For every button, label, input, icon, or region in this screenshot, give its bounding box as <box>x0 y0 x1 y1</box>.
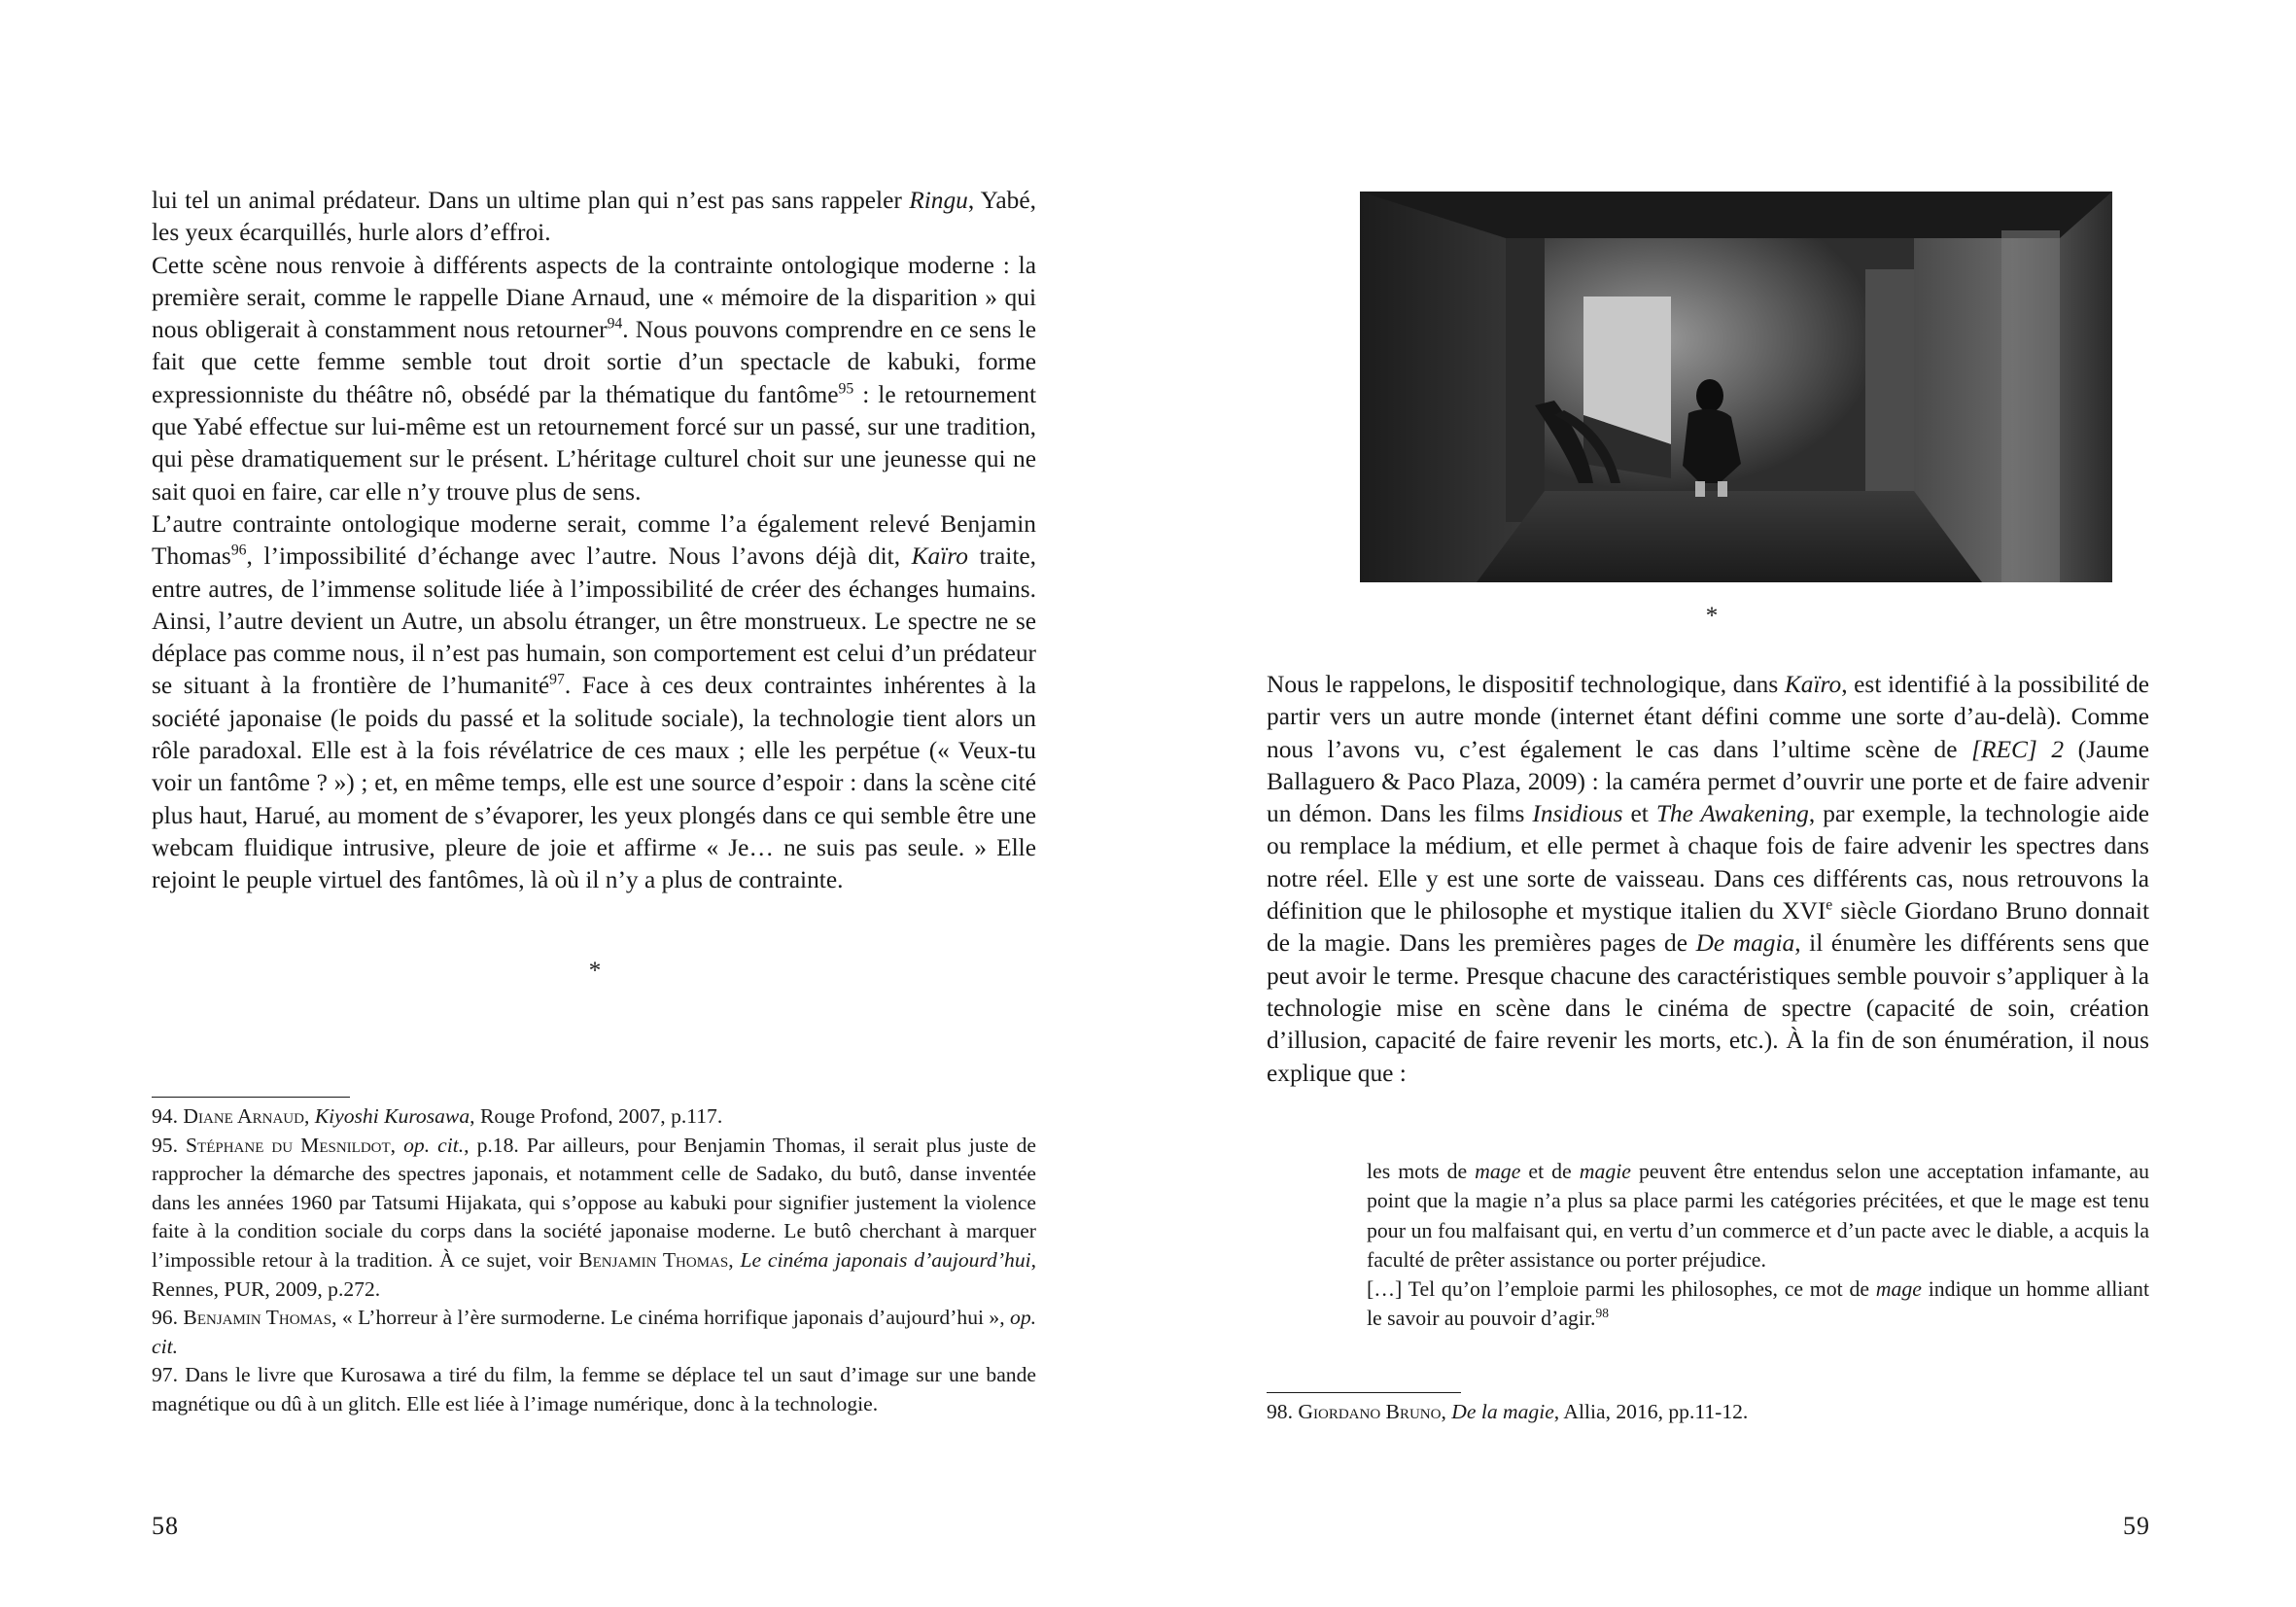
text-run: op. cit. <box>152 1306 1037 1358</box>
footnote <box>1267 1398 2149 1427</box>
text-run: 97. Dans le livre que Kurosawa a tiré du film, la femme se déplace tel un saut d’image sur une bande magnétique ou dû à un glitch. Elle est liée à l’image numérique, donc à la technologie. <box>152 1363 1036 1415</box>
para <box>1267 669 2149 1090</box>
text-run: , Rouge Profond, 2007, p.117. <box>470 1104 723 1128</box>
text-run: , Rennes, PUR, 2009, p.272. <box>152 1247 1037 1301</box>
text-run: Ringu <box>909 187 968 214</box>
text-run: peuvent être entendus selon une acceptation infamante, au point que la magie n’a plus sa place parmi les catégories précitées, et que le mage est tenu pour un fou malfaisant qui, en vertu d’un commerce et d’un pacte avec le diable, a acquis la faculté de prêter assistance ou porter préjudice. <box>1367 1160 2149 1272</box>
page-number: 58 <box>152 1512 179 1540</box>
text-run: (Jaume Ballaguero & Paco Plaza, 2009) : la caméra permet d’ouvrir une porte et de faire advenir un démon. Dans les films <box>1267 735 2149 828</box>
right-body-text <box>1267 669 2149 1090</box>
text-run: Kaïro <box>1784 671 1842 698</box>
text-run: mage <box>1875 1277 1922 1302</box>
right-footnotes <box>1267 1398 2149 1427</box>
text-run: . Face à ces deux contraintes inhérentes à la société japonaise (le poids du passé et la solitude sociale), la technologie tient alors un rôle paradoxal. Elle est à la fois révélatrice de ces maux ; elle les perpétue (« Veux-tu voir un fantôme ? ») ; et, en même temps, elle est une source d’espoir : dans la scène cité plus haut, Harué, au moment de s’évaporer, les yeux plongés dans ce qui semble être une webcam fluidique intrusive, pleure de joie et affirme « Je… ne suis pas seule. » Elle rejoint le peuple virtuel des fantômes, là où il n’y a plus de contrainte. <box>152 672 1036 894</box>
text-run: 94. <box>152 1104 184 1128</box>
text-run: et de <box>1520 1160 1580 1183</box>
text-run: De magia <box>1695 929 1795 958</box>
text-run: De la magie <box>1451 1400 1554 1423</box>
text-run: L’autre contrainte ontologique moderne serait, comme l’a également relevé Benjamin Thomas <box>152 509 1036 571</box>
left-body-text <box>152 185 1036 897</box>
footnote-ref: 96 <box>230 541 247 559</box>
text-run: Kaïro <box>911 542 968 571</box>
author-name: Benjamin Thomas <box>183 1306 332 1330</box>
text-run: Nous le rappelons, le dispositif technologique, dans <box>1267 671 1785 698</box>
text-run: , Yabé, les yeux écarquillés, hurle alors d’effroi. <box>152 187 1036 247</box>
film-still-illustration <box>1360 192 2112 582</box>
para <box>152 508 1036 897</box>
text-run: , l’impossibilité d’échange avec l’autre. Nous l’avons déjà dit, <box>246 542 912 571</box>
footnote <box>152 1102 1036 1132</box>
text-run: Cette scène nous renvoie à différents aspects de la contrainte ontologique moderne : la première serait, comme le rappelle Diane Arnaud, une « mémoire de la disparition » qui nous obligerait à constamment nous retourner <box>152 251 1036 344</box>
text-run: , p.18. Par ailleurs, pour Benjamin Thomas, il serait plus juste de rapprocher la démarche des spectres japonais, et notamment celle de Sadako, du butô, danse inventée dans les années 1960 par Tatsumi Hijakata, qui s’oppose au kabuki pour signifier justement la violence faite à la condition sociale du corps dans la société japonaise moderne. Le butô cherchant à marquer l’impossible retour à la tradition. À ce sujet, voir <box>152 1133 1037 1272</box>
text-run: magie <box>1579 1160 1631 1183</box>
text-run: 95. <box>152 1133 187 1157</box>
text-run: siècle Giordano Bruno donnait de la magie. Dans les premières pages de <box>1267 897 2149 958</box>
text-run: traite, entre autres, de l’immense solitude liée à l’impossibilité de créer des échanges humains. Ainsi, l’autre devient un Autre, un absolu étranger, un être monstrueux. Le spectre ne se déplace pas comme nous, il n’est pas humain, son comportement est celui d’un prédateur se situant à la frontière de l’humanité <box>152 542 1036 700</box>
text-run: , Allia, 2016, pp.11-12. <box>1553 1400 1749 1423</box>
author-name: Stéphane du Mesnildot <box>186 1133 391 1157</box>
text-run: mage <box>1475 1160 1521 1183</box>
text-run: indique un homme alliant le savoir au pouvoir d’agir. <box>1367 1277 2149 1331</box>
film-still-image <box>1360 192 2112 582</box>
footnote-ref: 98 <box>1595 1306 1609 1321</box>
block-quotation <box>1367 1157 2149 1334</box>
quote-para <box>1367 1275 2149 1334</box>
text-run: , <box>390 1133 404 1157</box>
author-name: Benjamin Thomas <box>578 1247 729 1272</box>
footnote-rule <box>1267 1392 1461 1393</box>
text-run: 96. <box>152 1306 184 1330</box>
right-page <box>1148 0 2296 1607</box>
text-run: , par exemple, la technologie aide ou remplace la médium, et elle permet à chaque fois de faire advenir les spectres dans notre réel. Elle y est une sorte de vaisseau. Dans ces différents cas, nous retrouvons la définition que le philosophe et mystique italien du XVI <box>1267 800 2149 926</box>
section-separator: * <box>1705 603 1719 629</box>
page-number: 59 <box>2123 1512 2150 1540</box>
footnote <box>152 1304 1036 1361</box>
footnote-ref: 97 <box>549 672 565 689</box>
para <box>152 185 1036 250</box>
text-run: , <box>728 1247 741 1272</box>
text-run: Kiyoshi Kurosawa <box>314 1104 470 1128</box>
footnote-ref: 94 <box>607 315 623 332</box>
section-separator: * <box>588 958 602 984</box>
text-run: op. cit. <box>403 1133 465 1157</box>
footnote-rule <box>152 1097 350 1098</box>
text-run: […] Tel qu’on l’emploie parmi les philosophes, ce mot de <box>1367 1277 1876 1302</box>
text-run: 98. <box>1267 1400 1299 1423</box>
text-run: , <box>1441 1400 1452 1423</box>
text-run: , il énumère les différents sens que peut avoir le terme. Presque chacune des caractéristiques semble pouvoir s’appliquer à la technologie mise en scène dans le cinéma de spectre (capacité de soin, création d’illusion, capacité de faire revenir les morts, etc.). À la fin de son énumération, il nous explique que : <box>1267 929 2150 1087</box>
quote-para <box>1367 1157 2149 1275</box>
text-run: lui tel un animal prédateur. Dans un ultime plan qui n’est pas sans rappeler <box>152 187 910 214</box>
text-run: The Awakening <box>1655 800 1809 828</box>
author-name: Diane Arnaud <box>183 1104 304 1128</box>
text-run: les mots de <box>1367 1160 1476 1183</box>
text-run: . Nous pouvons comprendre en ce sens le fait que cette femme semble tout droit sortie d’un spectacle de kabuki, forme expressionniste du théâtre nô, obsédé par la thématique du fantôme <box>152 316 1036 408</box>
footnote-ref: 95 <box>838 380 854 398</box>
footnote-ref: e <box>1826 896 1833 914</box>
text-run: , <box>303 1104 315 1128</box>
text-run: Le cinéma japonais d’aujourd’hui <box>740 1247 1031 1272</box>
text-run: et <box>1622 800 1656 828</box>
text-run: : le retournement que Yabé effectue sur lui-même est un retournement forcé sur un passé, sur une tradition, qui pèse dramatiquement sur le présent. L’héritage culturel choit sur une jeunesse qui ne sait quoi en faire, car elle n’y trouve plus de sens. <box>152 380 1037 506</box>
left-footnotes <box>152 1102 1036 1419</box>
text-run: , « L’horreur à l’ère surmoderne. Le cinéma horrifique japonais d’aujourd’hui », <box>331 1306 1011 1330</box>
para <box>152 250 1036 508</box>
footnote <box>152 1361 1036 1418</box>
text-run: , est identifié à la possibilité de partir vers un autre monde (internet étant défini comme une sorte d’au-delà). Comme nous l’avons vu, c’est également le cas dans l’ultime scène de <box>1267 671 2149 763</box>
footnote <box>152 1132 1036 1305</box>
text-run: [REC] 2 <box>1971 735 2065 763</box>
text-run: Insidious <box>1532 800 1623 828</box>
author-name: Giordano Bruno <box>1298 1400 1442 1423</box>
